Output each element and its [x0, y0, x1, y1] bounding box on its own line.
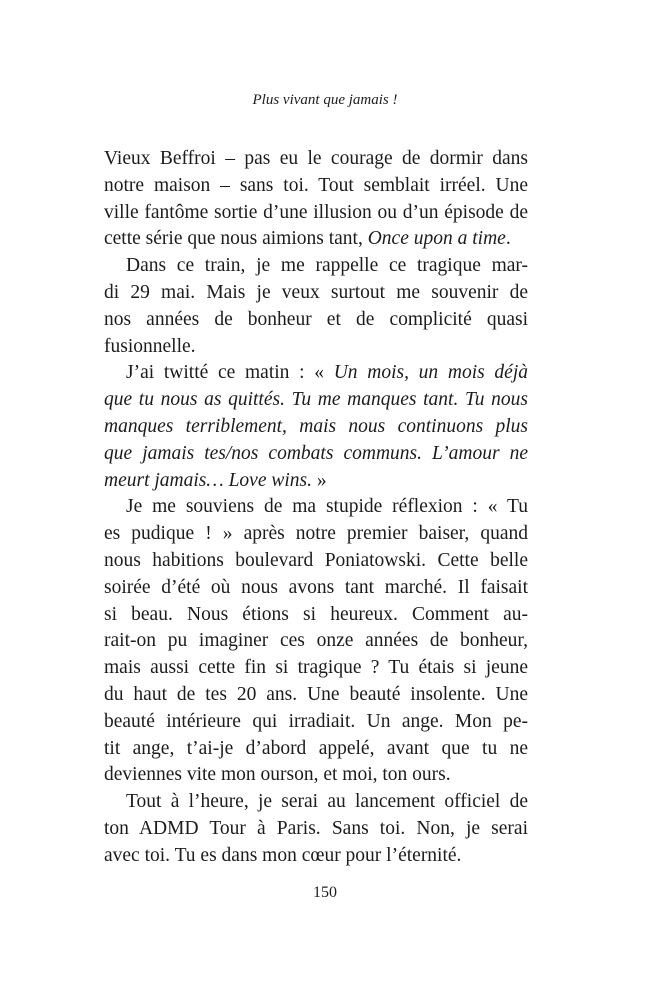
text-line: beauté intérieure qui irradiait. Un ange. Mon pe- [104, 710, 528, 732]
text-line: ville fantôme sortie d’une illusion ou d’un épisode de [104, 201, 528, 223]
text-line: ton ADMD Tour à Paris. Sans toi. Non, je serai [104, 817, 528, 839]
text-line: mais aussi cette fin si tragique ? Tu étais si jeune [104, 657, 528, 679]
text-line: soirée d’été où nous avons tant marché. Il faisait [104, 576, 528, 598]
quoted-tweet-line: manques terriblement, mais nous continuons plus [104, 415, 528, 437]
text-line: deviennes vite mon ourson, et moi, ton ours. [104, 764, 451, 786]
page-number: 150 [313, 884, 337, 901]
text-line: du haut de tes 20 ans. Une beauté insolente. Une [104, 683, 528, 705]
text-line: si beau. Nous étions si heureux. Comment au- [104, 603, 528, 625]
text-line: es pudique ! » après notre premier baiser, quand [104, 523, 528, 545]
running-head: Plus vivant que jamais ! [252, 92, 398, 108]
text-line: Vieux Beffroi – pas eu le courage de dormir dans [104, 148, 528, 169]
text-line: rait-on pu imaginer ces onze années de bonheur, [104, 630, 528, 652]
text-line: di 29 mai. Mais je veux surtout me souvenir de [104, 281, 528, 303]
paragraph-start-line: Tout à l’heure, je serai au lancement officiel de [126, 791, 528, 813]
text-line: avec toi. Tu es dans mon cœur pour l’éternité. [104, 844, 462, 866]
quoted-tweet: Un mois, un mois déjà [333, 362, 528, 384]
quoted-tweet-line: que tu nous as quittés. Tu me manques tant. Tu nous [104, 389, 528, 411]
text-line: cette série que nous aimions tant, Once upon a time. [104, 228, 511, 250]
series-title: Once upon a time [367, 228, 506, 250]
body-text [104, 146, 528, 870]
text-line: nos années de bonheur et de complicité quasi [104, 308, 528, 330]
text-line: fusionnelle. [104, 335, 196, 357]
quoted-tweet-line: que jamais tes/nos combats communs. L’amour ne [104, 442, 528, 464]
text-line: nous habitions boulevard Poniatowski. Cette belle [104, 549, 528, 571]
paragraph-start-line: J’ai twitté ce matin : « Un mois, un mois déjà [126, 362, 528, 384]
text-line: notre maison – sans toi. Tout semblait irréel. Une [104, 174, 528, 196]
quoted-tweet-line: meurt jamais… Love wins. » [104, 469, 327, 491]
paragraph-start-line: Dans ce train, je me rappelle ce tragique mar- [126, 255, 528, 277]
paragraph-start-line: Je me souviens de ma stupide réflexion : « Tu [126, 496, 528, 518]
text-line: tit ange, t’ai-je d’abord appelé, avant que tu ne [104, 737, 528, 759]
